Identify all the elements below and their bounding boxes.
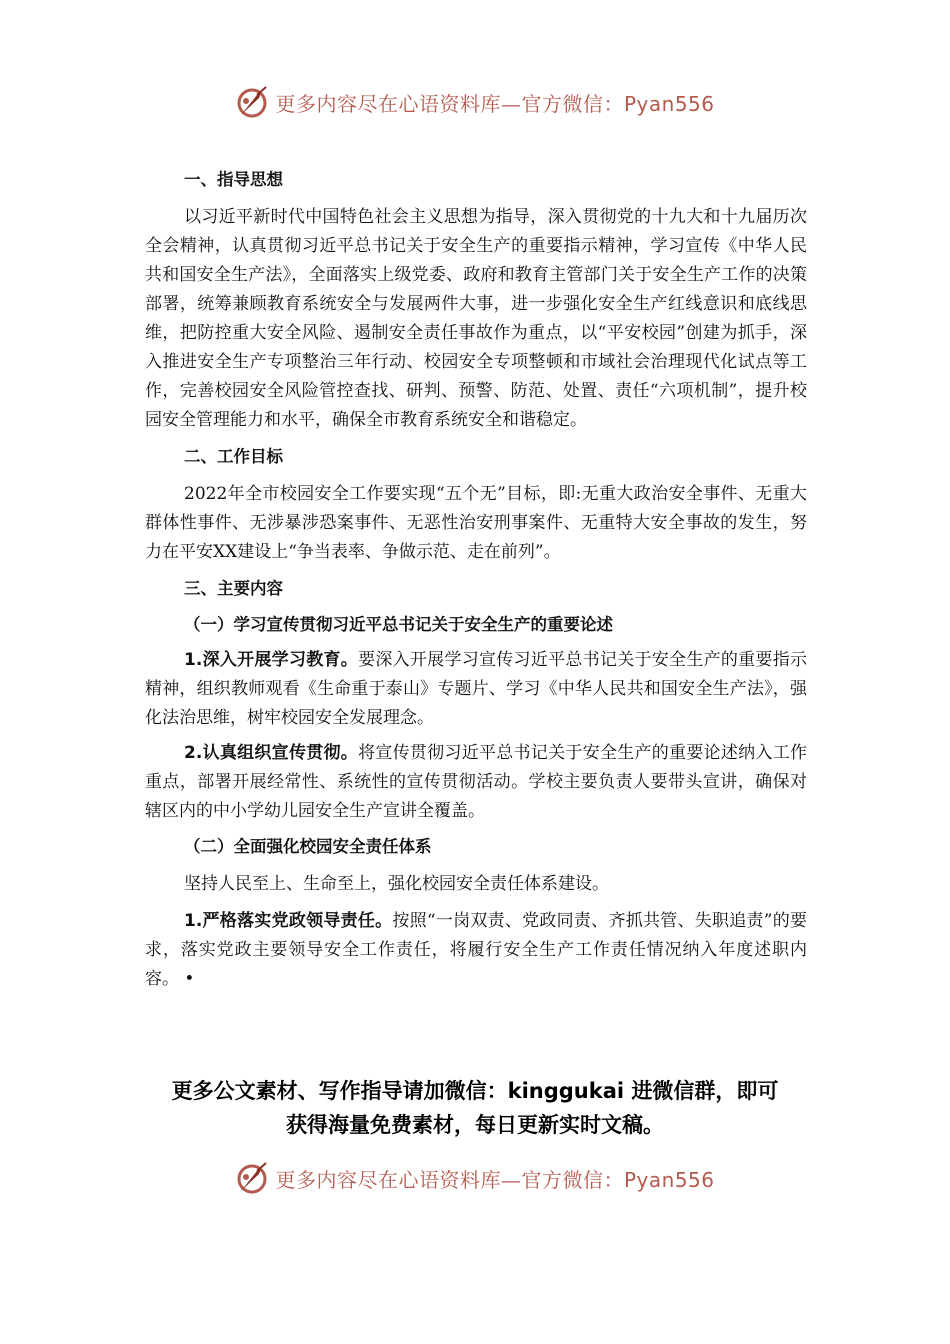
section-paragraph: 2022年全市校园安全工作要实现“五个无”目标，即:无重大政治安全事件、无重大群体性事件、无涉暴涉恐案事件、无恶性治安刑事案件、无重特大安全事故的发生，努力在平安XX建设上“争当表率、争做示范、走在前列”。: [145, 484, 807, 562]
promo-line-1: 更多公文素材、写作指导请加微信：kinggukai 进微信群，即可: [171, 1079, 779, 1103]
list-item: [145, 739, 807, 826]
subsection-heading: （一）学习宣传贯彻习近平总书记关于安全生产的重要论述: [184, 615, 613, 634]
list-item: [145, 907, 807, 994]
item-text: 将宣传贯彻习近平总书记关于安全生产的重要论述纳入工作重点，部署开展经常性、系统性的宣传贯彻活动。学校主要负责人要带头宣讲，确保对辖区内的中小学幼儿园安全生产宣讲全覆盖。: [145, 743, 807, 821]
item-lead: 1.深入开展学习教育。: [184, 650, 359, 670]
document-body: [145, 166, 807, 994]
promo-line-2: 获得海量免费素材，每日更新实时文稿。: [286, 1113, 664, 1137]
footer-banner: [0, 1158, 950, 1198]
header-banner: [0, 82, 950, 122]
section-paragraph: 坚持人民至上、生命至上，强化校园安全责任体系建设。: [184, 874, 609, 894]
section-heading-work-goals: 二、工作目标: [184, 447, 283, 466]
item-lead: 1.严格落实党政领导责任。: [184, 911, 393, 931]
banner-text: 更多内容尽在心语资料库—官方微信：Pyan556: [275, 91, 715, 116]
quill-pen-logo-icon: [235, 84, 271, 120]
promo-text: [100, 1074, 850, 1142]
list-item: [145, 646, 807, 733]
banner-text: 更多内容尽在心语资料库—官方微信：Pyan556: [275, 1167, 715, 1192]
section-heading-guiding-ideology: 一、指导思想: [184, 170, 283, 189]
section-heading-main-content: 三、主要内容: [184, 579, 283, 598]
subsection-heading: （二）全面强化校园安全责任体系: [184, 837, 432, 856]
item-text: 要深入开展学习宣传习近平总书记关于安全生产的重要指示精神，组织教师观看《生命重于泰山》专题片、学习《中华人民共和国安全生产法》，强化法治思维，树牢校园安全发展理念。: [145, 650, 807, 728]
quill-pen-logo-icon: [235, 1160, 271, 1196]
section-paragraph: 以习近平新时代中国特色社会主义思想为指导，深入贯彻党的十九大和十九届历次全会精神，认真贯彻习近平总书记关于安全生产的重要指示精神，学习宣传《中华人民共和国安全生产法》，全面落实上级党委、政府和教育主管部门关于安全生产工作的决策部署，统筹兼顾教育系统安全与发展两件大事，进一步强化安全生产红线意识和底线思维，把防控重大安全风险、遏制安全责任事故作为重点，以“平安校园”创建为抓手，深入推进安全生产专项整治三年行动、校园安全专项整顿和市域社会治理现代化试点等工作，完善校园安全风险管控查找、研判、预警、防范、处置、责任“六项机制”，提升校园安全管理能力和水平，确保全市教育系统安全和谐稳定。: [145, 207, 807, 430]
item-text: 按照“一岗双责、党政同责、齐抓共管、失职追责”的要求，落实党政主要领导安全工作责任，将履行安全生产工作责任情况纳入年度述职内容。 •: [145, 911, 807, 989]
item-lead: 2.认真组织宣传贯彻。: [184, 743, 359, 763]
